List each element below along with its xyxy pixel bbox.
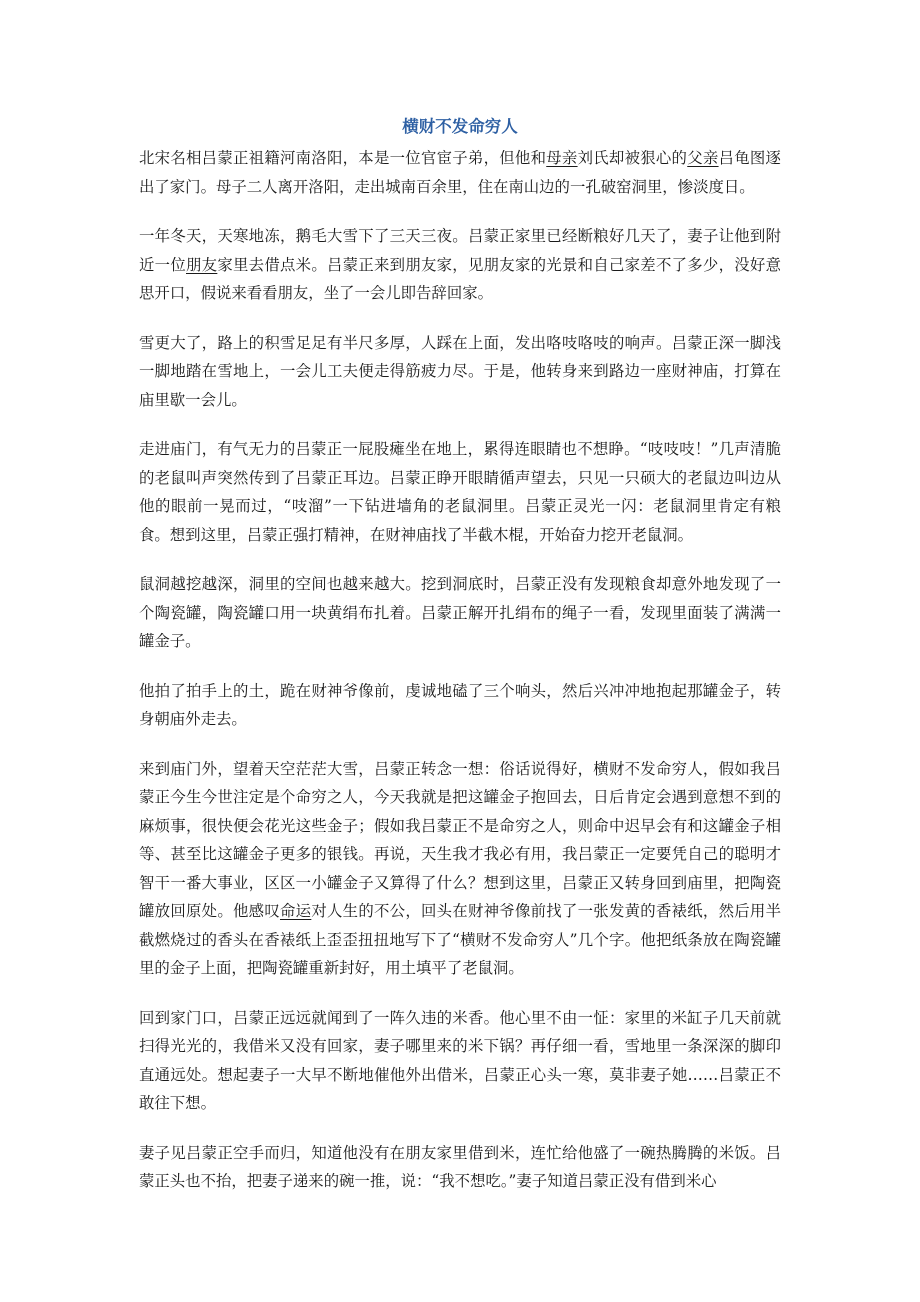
paragraph-text: 鼠洞越挖越深，洞里的空间也越来越大。挖到洞底时，吕蒙正没有发现粮食却意外地发现了一个陶瓷罐，陶瓷罐口用一块黄绢布扎着。吕蒙正解开扎绢布的绳子一看，发现里面装了满满一罐金子。 <box>139 575 781 650</box>
paragraph-8 <box>139 1004 781 1118</box>
paragraph-text: 一年冬天，天寒地冻，鹅毛大雪下了三天三夜。吕蒙正家里已经断粮好几天了，妻子让他到附近一位 <box>139 227 781 274</box>
paragraph-text: 回到家门口，吕蒙正远远就闻到了一阵久违的米香。他心里不由一怔：家里的米缸子几天前就扫得光光的，我借米又没有回家，妻子哪里来的米下锅？再仔细一看，雪地里一条深深的脚印直通远处。想起妻子一大早不断地催他外出借米，吕蒙正心头一寒，莫非妻子她……吕蒙正不敢往下想。 <box>139 1008 781 1112</box>
paragraph-4 <box>139 435 781 549</box>
document-title: 横财不发命穷人 <box>402 117 518 136</box>
paragraph-text: 家里去借点米。吕蒙正来到朋友家，见朋友家的光景和自己家差不了多少，没好意思开口，假说来看看朋友，坐了一会儿即告辞回家。 <box>139 255 781 302</box>
paragraph-7 <box>139 755 781 983</box>
paragraph-1 <box>139 144 781 201</box>
inline-link[interactable]: 朋友 <box>186 255 218 274</box>
inline-link[interactable]: 父亲 <box>687 149 719 167</box>
paragraph-text: 对人生的不公，回头在财神爷像前找了一张发黄的香裱纸，然后用半截燃烧过的香头在香裱纸上歪歪扭扭地写下了“横财不发命穷人”几个字。他把纸条放在陶瓷罐里的金子上面，把陶瓷罐重新封好，用土填平了老鼠洞。 <box>139 902 781 977</box>
paragraph-9 <box>139 1139 781 1196</box>
paragraph-text: 北宋名相吕蒙正祖籍河南洛阳，本是一位官宦子弟，但他和 <box>139 149 547 167</box>
inline-link[interactable]: 命运 <box>279 902 312 920</box>
paragraph-text: 刘氏却被狠心的 <box>577 149 688 167</box>
paragraph-text: 吕龟图逐出了家门。母子二人离开洛阳，走出城南百余里，住在南山边的一孔破窑洞里，惨淡度日。 <box>139 149 781 196</box>
paragraph-text: 他拍了拍手上的土，跪在财神爷像前，虔诚地磕了三个响头，然后兴冲冲地抱起那罐金子，转身朝庙外走去。 <box>139 681 781 728</box>
inline-link[interactable]: 母亲 <box>546 149 578 167</box>
paragraph-text: 来到庙门外，望着天空茫茫大雪，吕蒙正转念一想：俗话说得好，横财不发命穷人，假如我吕蒙正今生今世注定是个命穷之人，今天我就是把这罐金子抱回去，日后肯定会遇到意想不到的麻烦事，很快便会花光这些金子；假如我吕蒙正不是命穷之人，则命中迟早会有和这罐金子相等、甚至比这罐金子更多的银钱。再说，天生我才我必有用，我吕蒙正一定要凭自己的聪明才智干一番大事业，区区一小罐金子又算得了什么？想到这里，吕蒙正又转身回到庙里，把陶瓷罐放回原处。他感叹 <box>139 759 781 920</box>
paragraph-text: 雪更大了，路上的积雪足足有半尺多厚，人踩在上面，发出咯吱咯吱的响声。吕蒙正深一脚浅一脚地踏在雪地上，一会儿工夫便走得筋疲力尽。于是，他转身来到路边一座财神庙，打算在庙里歇一会儿。 <box>139 333 781 409</box>
paragraph-text: 走进庙门，有气无力的吕蒙正一屁股瘫坐在地上，累得连眼睛也不想睁。“吱吱吱！”几声清脆的老鼠叫声突然传到了吕蒙正耳边。吕蒙正睁开眼睛循声望去，只见一只硕大的老鼠边叫边从他的眼前一晃而过，“吱溜”一下钻进墙角的老鼠洞里。吕蒙正灵光一闪：老鼠洞里肯定有粮食。想到这里，吕蒙正强打精神，在财神庙找了半截木棍，开始奋力挖开老鼠洞。 <box>139 440 781 544</box>
document-page <box>139 112 781 1217</box>
paragraph-5 <box>139 570 781 656</box>
paragraph-3 <box>139 329 781 415</box>
paragraph-2 <box>139 222 781 308</box>
paragraph-text: 妻子见吕蒙正空手而归，知道他没有在朋友家里借到米，连忙给他盛了一碗热腾腾的米饭。吕蒙正头也不抬，把妻子递来的碗一推，说：“我不想吃。”妻子知道吕蒙正没有借到米心 <box>139 1143 781 1190</box>
paragraph-6 <box>139 677 781 734</box>
document-body <box>139 144 781 1196</box>
